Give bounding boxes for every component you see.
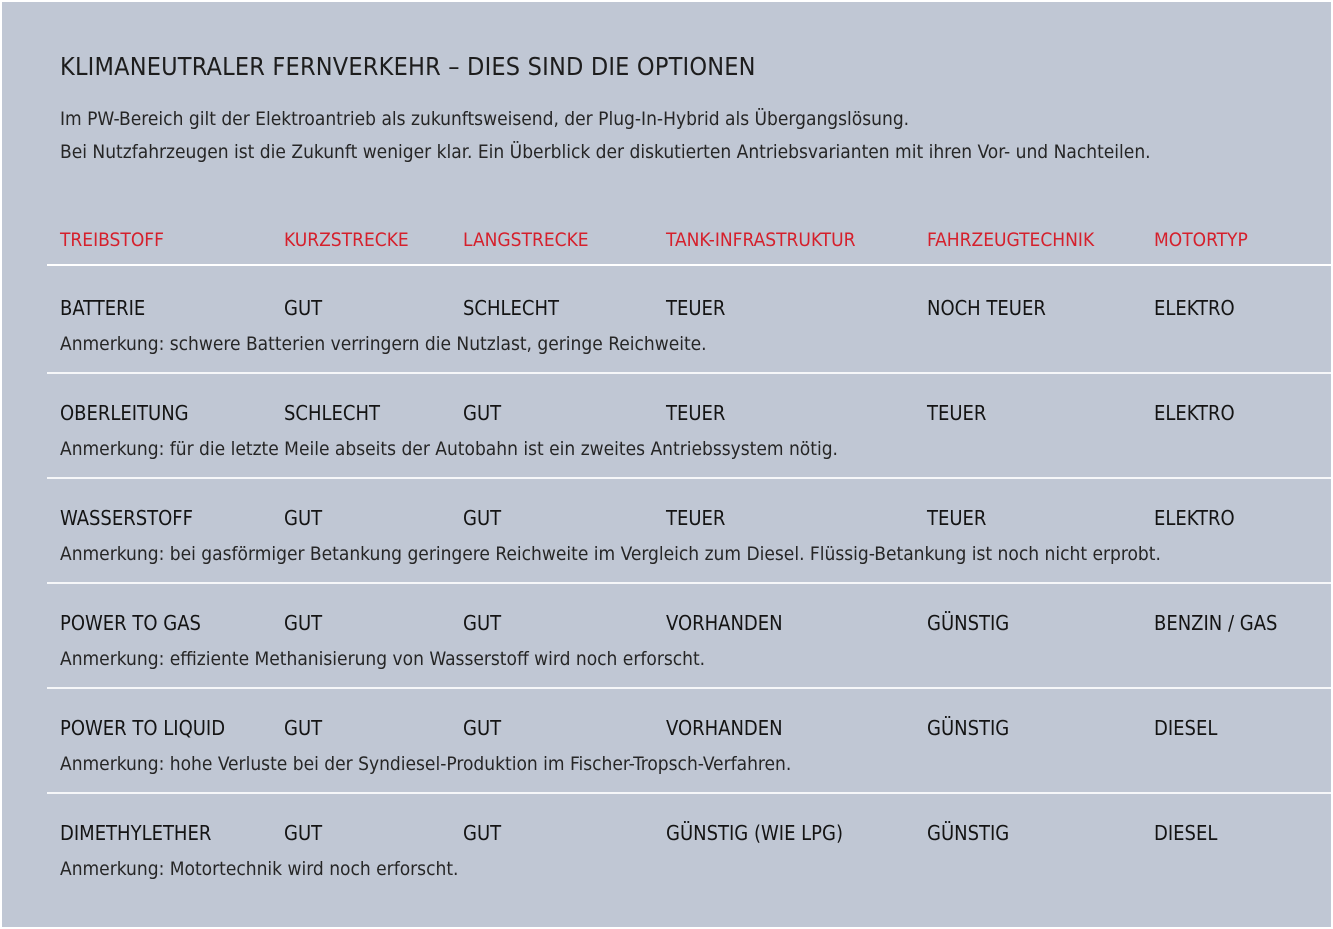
table-row <box>2 821 1331 926</box>
header-treibstoff: TREIBSTOFF <box>60 229 164 251</box>
cell-langstrecke: GUT <box>463 401 502 425</box>
row-divider <box>47 477 1331 479</box>
row-note: Anmerkung: Motortechnik wird noch erforscht. <box>60 858 459 880</box>
cell-motortyp: ELEKTRO <box>1154 401 1235 425</box>
table-row <box>2 611 1331 716</box>
cell-fahrzeugtechnik: TEUER <box>927 401 987 425</box>
header-tank-infrastruktur: TANK-INFRASTRUKTUR <box>666 229 856 251</box>
row-divider <box>47 582 1331 584</box>
cell-tank-infrastruktur: TEUER <box>666 401 726 425</box>
cell-fahrzeugtechnik: GÜNSTIG <box>927 716 1010 740</box>
row-note: Anmerkung: effiziente Methanisierung von Wasserstoff wird noch erforscht. <box>60 648 706 670</box>
cell-tank-infrastruktur: VORHANDEN <box>666 716 783 740</box>
header-kurzstrecke: KURZSTRECKE <box>284 229 409 251</box>
row-divider <box>47 687 1331 689</box>
intro-line-2: Bei Nutzfahrzeugen ist die Zukunft weniger klar. Ein Überblick der diskutierten Antriebsvarianten mit ihren Vor- und Nachteilen. <box>60 141 1151 163</box>
row-divider <box>47 792 1331 794</box>
cell-langstrecke: SCHLECHT <box>463 296 560 320</box>
cell-tank-infrastruktur: TEUER <box>666 296 726 320</box>
row-note: Anmerkung: schwere Batterien verringern die Nutzlast, geringe Reichweite. <box>60 333 707 355</box>
cell-treibstoff: POWER TO LIQUID <box>60 716 226 740</box>
cell-langstrecke: GUT <box>463 821 502 845</box>
cell-kurzstrecke: GUT <box>284 611 323 635</box>
cell-motortyp: DIESEL <box>1154 821 1218 845</box>
page-title: KLIMANEUTRALER FERNVERKEHR – DIES SIND DIE OPTIONEN <box>60 52 756 81</box>
cell-kurzstrecke: GUT <box>284 821 323 845</box>
row-note: Anmerkung: bei gasförmiger Betankung geringere Reichweite im Vergleich zum Diesel. Flüssig-Betankung ist noch nicht erprobt. <box>60 543 1161 565</box>
cell-kurzstrecke: GUT <box>284 296 323 320</box>
row-note: Anmerkung: hohe Verluste bei der Syndiesel-Produktion im Fischer-Tropsch-Verfahren. <box>60 753 792 775</box>
row-note: Anmerkung: für die letzte Meile abseits der Autobahn ist ein zweites Antriebssystem nötig. <box>60 438 838 460</box>
cell-tank-infrastruktur: GÜNSTIG (WIE LPG) <box>666 821 843 845</box>
cell-kurzstrecke: GUT <box>284 506 323 530</box>
cell-kurzstrecke: SCHLECHT <box>284 401 381 425</box>
table-row <box>2 296 1331 401</box>
header-langstrecke: LANGSTRECKE <box>463 229 589 251</box>
cell-motortyp: ELEKTRO <box>1154 296 1235 320</box>
cell-fahrzeugtechnik: GÜNSTIG <box>927 821 1010 845</box>
cell-treibstoff: BATTERIE <box>60 296 146 320</box>
cell-treibstoff: DIMETHYLETHER <box>60 821 212 845</box>
table-row <box>2 506 1331 611</box>
cell-fahrzeugtechnik: NOCH TEUER <box>927 296 1046 320</box>
cell-motortyp: ELEKTRO <box>1154 506 1235 530</box>
cell-treibstoff: WASSERSTOFF <box>60 506 193 530</box>
cell-tank-infrastruktur: VORHANDEN <box>666 611 783 635</box>
header-divider <box>47 264 1331 266</box>
header-fahrzeugtechnik: FAHRZEUGTECHNIK <box>927 229 1095 251</box>
info-panel <box>2 2 1331 927</box>
table-row <box>2 716 1331 821</box>
row-divider <box>47 372 1331 374</box>
cell-langstrecke: GUT <box>463 506 502 530</box>
table-row <box>2 401 1331 506</box>
cell-motortyp: DIESEL <box>1154 716 1218 740</box>
cell-langstrecke: GUT <box>463 611 502 635</box>
cell-fahrzeugtechnik: GÜNSTIG <box>927 611 1010 635</box>
intro-line-1: Im PW-Bereich gilt der Elektroantrieb als zukunftsweisend, der Plug-In-Hybrid als Übergangslösung. <box>60 108 910 130</box>
cell-motortyp: BENZIN / GAS <box>1154 611 1278 635</box>
cell-langstrecke: GUT <box>463 716 502 740</box>
header-motortyp: MOTORTYP <box>1154 229 1248 251</box>
cell-kurzstrecke: GUT <box>284 716 323 740</box>
cell-treibstoff: OBERLEITUNG <box>60 401 189 425</box>
cell-treibstoff: POWER TO GAS <box>60 611 201 635</box>
cell-fahrzeugtechnik: TEUER <box>927 506 987 530</box>
cell-tank-infrastruktur: TEUER <box>666 506 726 530</box>
